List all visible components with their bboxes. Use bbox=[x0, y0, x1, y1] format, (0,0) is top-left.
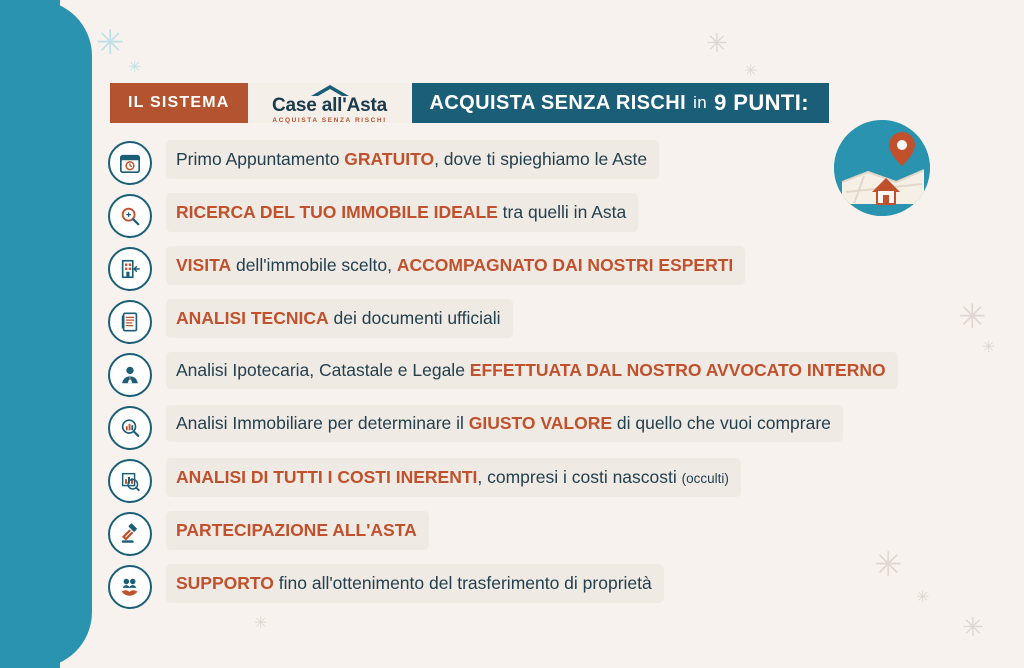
sparkle-icon: ✳ bbox=[874, 546, 903, 584]
list-item-text bbox=[166, 193, 638, 232]
text-part: Analisi Immobiliare per determinare il bbox=[176, 413, 469, 433]
header-title bbox=[412, 83, 829, 123]
document-icon bbox=[108, 300, 152, 344]
list-item bbox=[108, 511, 958, 556]
sparkle-icon: ✳ bbox=[982, 339, 996, 356]
building-visit-icon bbox=[108, 247, 152, 291]
list-item-text bbox=[166, 140, 659, 179]
text-part: , compresi i costi nascosti bbox=[477, 467, 682, 487]
brand-tagline: ACQUISTA SENZA RISCHI bbox=[272, 117, 387, 124]
header-title-count: 9 PUNTI: bbox=[714, 90, 809, 115]
text-part: GRATUITO bbox=[344, 149, 435, 169]
header-system-label: IL SISTEMA bbox=[110, 83, 248, 123]
text-part: PARTECIPAZIONE ALL'ASTA bbox=[176, 520, 417, 540]
text-part: VISITA bbox=[176, 255, 232, 275]
list-item bbox=[108, 352, 958, 397]
header-title-connector: in bbox=[693, 93, 708, 112]
sparkle-icon: ✳ bbox=[916, 589, 930, 606]
list-item-text bbox=[166, 564, 664, 603]
list-item bbox=[108, 193, 958, 238]
list-item bbox=[108, 458, 958, 503]
sparkle-icon: ✳ bbox=[958, 298, 987, 336]
magnifier-icon bbox=[108, 194, 152, 238]
text-part: EFFETTUATA DAL NOSTRO AVVOCATO INTERNO bbox=[469, 360, 886, 380]
text-part: tra quelli in Asta bbox=[497, 202, 627, 222]
support-hands-icon bbox=[108, 565, 152, 609]
text-part: Analisi Ipotecaria, Catastale e Legale bbox=[176, 360, 470, 380]
list-item-text bbox=[166, 405, 843, 442]
text-part: , dove ti spieghiamo le Aste bbox=[434, 149, 648, 169]
list-item bbox=[108, 564, 958, 609]
text-part: fino all'ottenimento del trasferimento di proprietà bbox=[273, 573, 652, 593]
text-part: (occulti) bbox=[681, 471, 729, 486]
text-part: ANALISI TECNICA bbox=[176, 308, 329, 328]
text-part: dei documenti ufficiali bbox=[328, 308, 501, 328]
list-item bbox=[108, 299, 958, 344]
text-part: RICERCA DEL TUO IMMOBILE IDEALE bbox=[176, 202, 498, 222]
list-item-text bbox=[166, 458, 741, 497]
list-item-text bbox=[166, 352, 898, 389]
list-item bbox=[108, 405, 958, 450]
house-roof-icon bbox=[309, 84, 351, 97]
sparkle-icon: ✳ bbox=[962, 612, 984, 642]
gavel-icon bbox=[108, 512, 152, 556]
lawyer-icon bbox=[108, 353, 152, 397]
sparkle-icon: ✳ bbox=[96, 24, 125, 62]
text-part: ANALISI DI TUTTI I COSTI INERENTI bbox=[176, 467, 478, 487]
steps-list bbox=[108, 140, 958, 617]
text-part: di quello che vuoi comprare bbox=[612, 413, 831, 433]
header-title-main: ACQUISTA SENZA RISCHI bbox=[429, 91, 687, 114]
text-part: ACCOMPAGNATO DAI NOSTRI ESPERTI bbox=[396, 255, 734, 275]
list-item-text bbox=[166, 246, 745, 285]
list-item-text bbox=[166, 511, 429, 550]
list-item-text bbox=[166, 299, 513, 338]
sparkle-icon: ✳ bbox=[254, 615, 268, 632]
brand-logo bbox=[248, 83, 412, 123]
sparkle-icon: ✳ bbox=[744, 63, 758, 80]
left-teal-panel bbox=[0, 0, 92, 668]
text-part: SUPPORTO bbox=[176, 573, 274, 593]
sparkle-icon: ✳ bbox=[706, 28, 728, 58]
text-part: GIUSTO VALORE bbox=[468, 413, 613, 433]
sparkle-icon: ✳ bbox=[128, 59, 142, 76]
cost-chart-icon bbox=[108, 459, 152, 503]
text-part: dell'immobile scelto, bbox=[231, 255, 397, 275]
brand-name: Case all'Asta bbox=[272, 95, 387, 116]
header-bar bbox=[110, 83, 829, 123]
list-item bbox=[108, 140, 958, 185]
list-item bbox=[108, 246, 958, 291]
calendar-icon bbox=[108, 141, 152, 185]
text-part: Primo Appuntamento bbox=[176, 149, 345, 169]
chart-magnifier-icon bbox=[108, 406, 152, 450]
